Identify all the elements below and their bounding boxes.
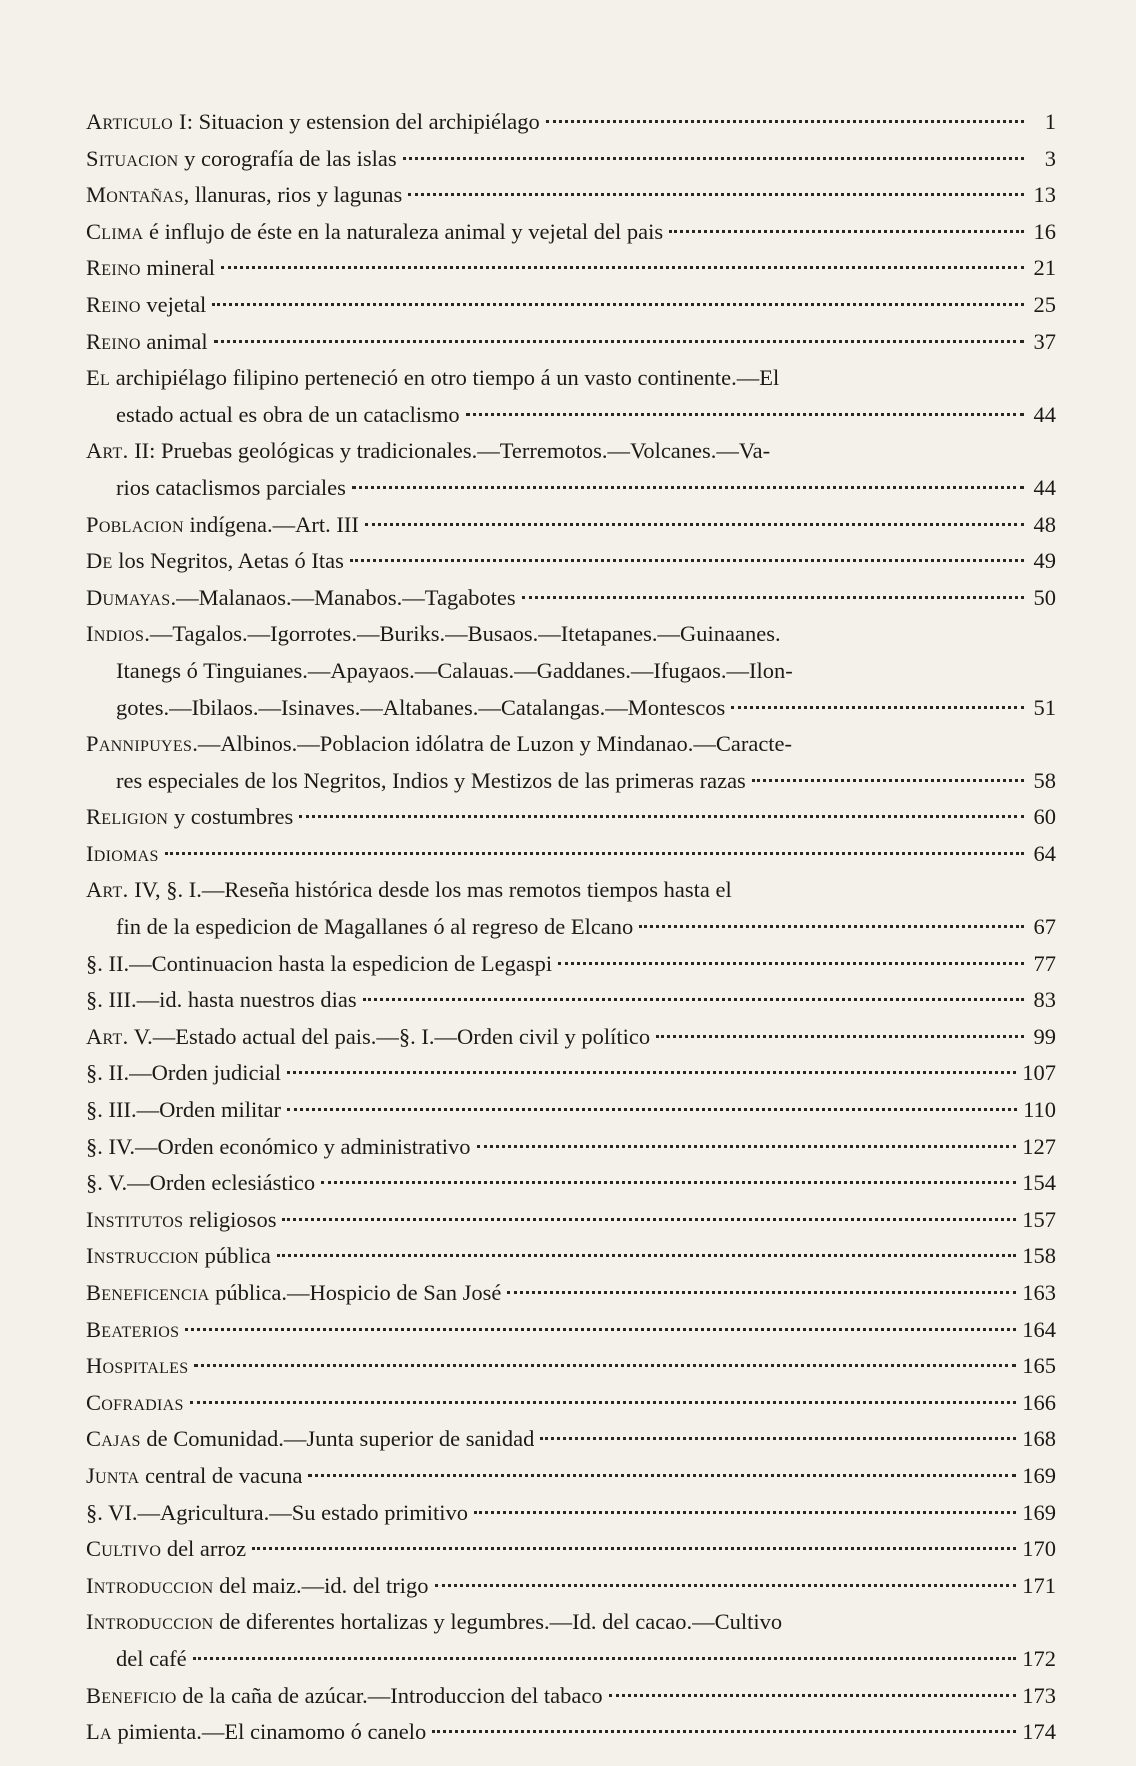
toc-entry-heading: Clima: [86, 218, 144, 244]
toc-entry-continuation: [86, 397, 1056, 434]
toc-entry-title: de Comunidad.—Junta superior de sanidad: [140, 1426, 535, 1452]
toc-entry-line: [86, 982, 1056, 1019]
toc-entry: [86, 433, 1056, 506]
dot-leader: [408, 193, 1024, 196]
toc-entry-title: los Negritos, Aetas ó Itas: [112, 548, 344, 574]
toc-entry-line: [86, 287, 1056, 324]
toc-entry-heading: Art.: [86, 438, 129, 464]
toc-entry-text: [86, 1421, 534, 1458]
toc-entry-title: del arroz: [161, 1536, 247, 1562]
dot-leader: [609, 1694, 1017, 1697]
toc-entry: [86, 324, 1056, 361]
page-number: 50: [1033, 584, 1056, 610]
toc-entry: [86, 1055, 1056, 1092]
dot-leader: [221, 266, 1024, 269]
dot-leader: [477, 1145, 1017, 1148]
toc-entry-text: [86, 1568, 429, 1605]
toc-entry-heading: Beneficio: [86, 1682, 177, 1708]
page-number: 67: [1033, 914, 1056, 940]
toc-entry-text: [86, 1495, 468, 1532]
toc-entry-line: [86, 799, 1056, 836]
toc-entry-text: [86, 104, 540, 141]
toc-entry-line: [86, 1421, 1056, 1458]
toc-entry-text: [86, 1165, 315, 1202]
toc-entry-text: [86, 214, 663, 251]
toc-entry-text: [86, 1092, 281, 1129]
page-number: 173: [1022, 1682, 1056, 1708]
toc-entry-heading: Reino: [86, 291, 141, 317]
dot-leader: [540, 1437, 1016, 1440]
dot-leader: [507, 1291, 1016, 1294]
page-number: 16: [1033, 218, 1056, 244]
toc-entry: [86, 1202, 1056, 1239]
toc-entry-title: .—Malanaos.—Manabos.—Tagabotes: [170, 584, 516, 610]
toc-entry-heading: Introduccion: [86, 1572, 214, 1598]
toc-entry: [86, 1348, 1056, 1385]
toc-entry-text: [86, 799, 293, 836]
toc-entry-line: [86, 1202, 1056, 1239]
toc-entry-heading: Reino: [86, 328, 141, 354]
toc-entry-text: [86, 177, 402, 214]
toc-entry-continuation: [86, 909, 1056, 946]
toc-entry-text: [86, 872, 732, 909]
toc-entry-title: §. III.—id. hasta nuestros dias: [86, 987, 357, 1013]
toc-entry-line: [86, 1312, 1056, 1349]
page-number: 77: [1033, 950, 1056, 976]
toc-entry-title: mineral: [140, 255, 216, 281]
page-number: 107: [1022, 1060, 1056, 1086]
toc-entry-text: [86, 982, 357, 1019]
dot-leader: [639, 925, 1024, 928]
toc-entry-text: [86, 580, 516, 617]
toc-entry-title: religiosos: [183, 1206, 277, 1232]
toc-entry-continuation-text: res especiales de los Negritos, Indios y Mestizos de las primeras razas: [116, 767, 746, 793]
toc-entry-title: .—Albinos.—Poblacion idólatra de Luzon y Mindanao.—Caracte-: [192, 731, 793, 757]
dot-leader: [252, 1547, 1016, 1550]
toc-entry-title: y costumbres: [168, 804, 294, 830]
toc-entry-title: , llanuras, rios y lagunas: [183, 182, 403, 208]
page-number: 99: [1033, 1023, 1056, 1049]
toc-entry-heading: Poblacion: [86, 511, 184, 537]
toc-entry-line: [86, 1129, 1056, 1166]
toc-entry: [86, 1385, 1056, 1422]
toc-entry: [86, 1312, 1056, 1349]
toc-entry-line: [86, 1019, 1056, 1056]
toc-entry-text: [86, 250, 215, 287]
toc-entry-title: é influjo de éste en la naturaleza animal y vejetal del pais: [143, 218, 664, 244]
toc-entry-line: [86, 433, 1056, 470]
page-number: 169: [1022, 1462, 1056, 1488]
page-number: 164: [1022, 1316, 1056, 1342]
dot-leader: [165, 852, 1024, 855]
toc-entry-line: [86, 1678, 1056, 1715]
toc-entry-heading: Art.: [86, 1023, 129, 1049]
dot-leader: [669, 230, 1024, 233]
page-number: 83: [1033, 987, 1056, 1013]
dot-leader: [277, 1254, 1016, 1257]
toc-entry-heading: Art.: [86, 877, 129, 903]
toc-entry-text: [86, 1604, 782, 1641]
dot-leader: [321, 1181, 1016, 1184]
toc-entry: [86, 1458, 1056, 1495]
toc-entry-text: [86, 1348, 188, 1385]
toc-entry-line: [86, 507, 1056, 544]
toc-entry-heading: Beaterios: [86, 1316, 180, 1342]
toc-entry-title: pública: [199, 1243, 271, 1269]
toc-entry: [86, 1714, 1056, 1751]
toc-entry-text: [86, 1531, 246, 1568]
toc-entry-text: [86, 1312, 179, 1349]
dot-leader: [365, 523, 1024, 526]
toc-entry-title: animal: [140, 328, 208, 354]
dot-leader: [287, 1108, 1017, 1111]
toc-entry-line: [86, 1238, 1056, 1275]
toc-entry-title: §. VI.—Agricultura.—Su estado primitivo: [86, 1499, 469, 1525]
toc-entry: [86, 1678, 1056, 1715]
toc-entry-line: [86, 1385, 1056, 1422]
toc-entry-continuation-text: fin de la espedicion de Magallanes ó al regreso de Elcano: [116, 914, 634, 940]
dot-leader: [432, 1730, 1016, 1733]
toc-entry-title: .—Tagalos.—Igorrotes.—Buriks.—Busaos.—Itetapanes.—Guinaanes.: [144, 621, 781, 647]
toc-entry-heading: Montañas: [86, 182, 184, 208]
dot-leader: [731, 706, 1024, 709]
toc-entry-heading: El: [86, 365, 111, 391]
toc-entry-title: vejetal: [140, 291, 207, 317]
page-number: 44: [1033, 474, 1056, 500]
toc-entry: [86, 1275, 1056, 1312]
toc-entry-title: §. V.—Orden eclesiástico: [86, 1170, 316, 1196]
dot-leader: [190, 1401, 1017, 1404]
toc-entry-title: central de vacuna: [139, 1462, 303, 1488]
toc-entry-title: indígena.—Art. III: [183, 511, 359, 537]
toc-entry-line: [86, 177, 1056, 214]
toc-entry-line: [86, 324, 1056, 361]
toc-entry-heading: La: [86, 1719, 112, 1745]
toc-entry-text: [86, 1238, 271, 1275]
dot-leader: [435, 1584, 1017, 1587]
toc-entry-title: de diferentes hortalizas y legumbres.—Id. del cacao.—Cultivo: [213, 1609, 783, 1635]
page-number: 64: [1033, 840, 1056, 866]
page-number: 127: [1022, 1133, 1056, 1159]
dot-leader: [185, 1328, 1016, 1331]
page-number: 21: [1033, 255, 1056, 281]
toc-entry-title: archipiélago filipino perteneció en otro tiempo á un vasto continente.—El: [110, 365, 780, 391]
toc-entry-line: [86, 104, 1056, 141]
toc-entry-heading: Beneficencia: [86, 1280, 210, 1305]
page-number: 1: [1044, 109, 1056, 134]
toc-entry: [86, 1421, 1056, 1458]
toc-entry-heading: Indios: [86, 621, 145, 647]
dot-leader: [212, 303, 1024, 306]
toc-entry: [86, 836, 1056, 873]
toc-entry-heading: Hospitales: [86, 1353, 189, 1379]
toc-entry-heading: Junta: [86, 1462, 140, 1488]
toc-entry-title: y corografía de las islas: [178, 145, 397, 171]
toc-entry: [86, 141, 1056, 178]
toc-entry: [86, 1129, 1056, 1166]
toc-entry-line: [86, 1604, 1056, 1641]
toc-entry: [86, 1604, 1056, 1677]
toc-entry-title: IV, §. I.—Reseña histórica desde los mas remotos tiempos hasta el: [128, 877, 732, 903]
toc-entry-heading: Cultivo: [86, 1536, 162, 1562]
page-number: 60: [1033, 804, 1056, 830]
toc-entry-continuation: [86, 470, 1056, 507]
toc-entry-heading: Cajas: [86, 1426, 141, 1452]
toc-entry-continuation: [86, 1641, 1056, 1678]
page-number: 51: [1033, 694, 1056, 720]
page-number: 165: [1022, 1353, 1056, 1379]
toc-entry-text: [86, 507, 359, 544]
toc-entry-text: [86, 726, 792, 763]
toc-entry-title: §. IV.—Orden económico y administrativo: [86, 1133, 471, 1159]
toc-entry: [86, 1238, 1056, 1275]
toc-entry-title: del maiz.—id. del trigo: [213, 1572, 429, 1598]
dot-leader: [474, 1511, 1016, 1514]
toc-entry: [86, 543, 1056, 580]
toc-entry-continuation: [86, 690, 1056, 727]
toc-entry-text: [86, 141, 397, 178]
dot-leader: [522, 596, 1024, 599]
page-number: 110: [1023, 1097, 1056, 1123]
toc-entry-title: pública.—Hospicio de San José: [209, 1280, 502, 1305]
page-number: 37: [1033, 328, 1056, 354]
page-number: 158: [1022, 1243, 1056, 1269]
dot-leader: [363, 998, 1024, 1001]
toc-entry-text: [86, 1385, 184, 1422]
toc-entry-heading: Religion: [86, 804, 169, 830]
toc-entry-line: [86, 1714, 1056, 1751]
toc-entry-heading: Idiomas: [86, 840, 159, 866]
toc-entry-line: [86, 1568, 1056, 1605]
toc-entry: [86, 360, 1056, 433]
toc-entry: [86, 946, 1056, 983]
toc-entry-title: II: Pruebas geológicas y tradicionales.—Terremotos.—Volcanes.—Va-: [128, 438, 771, 464]
dot-leader: [546, 120, 1024, 123]
toc-entry-title: de la caña de azúcar.—Introduccion del tabaco: [176, 1682, 603, 1708]
toc-entry-line: [86, 214, 1056, 251]
toc-entry-line: [86, 141, 1056, 178]
toc-entry-line: [86, 1495, 1056, 1532]
page-number: 44: [1033, 401, 1056, 427]
toc-entry: [86, 616, 1056, 726]
toc-entry-heading: Institutos: [86, 1206, 184, 1232]
toc-entry-text: [86, 543, 344, 580]
toc-entry: [86, 1568, 1056, 1605]
toc-entry: [86, 177, 1056, 214]
toc-entry-line: [86, 1165, 1056, 1202]
toc-entry-text: [86, 1275, 501, 1312]
toc-entry-line: [86, 1092, 1056, 1129]
toc-entry-text: [86, 1019, 650, 1056]
toc-entry-line: [86, 1531, 1056, 1568]
toc-entry-title: §. II.—Orden judicial: [86, 1060, 281, 1086]
toc-entry-line: [86, 1275, 1056, 1312]
toc-entry-continuation-text: estado actual es obra de un cataclismo: [116, 401, 460, 427]
dot-leader: [466, 413, 1024, 416]
dot-leader: [282, 1218, 1016, 1221]
toc-entry-heading: Reino: [86, 255, 141, 281]
page-number: 58: [1033, 767, 1056, 793]
page-number: 3: [1044, 145, 1056, 171]
toc-entry: [86, 214, 1056, 251]
toc-entry-text: [86, 1714, 426, 1751]
page-number: 171: [1022, 1572, 1056, 1598]
dot-leader: [350, 559, 1024, 562]
dot-leader: [403, 157, 1024, 160]
toc-entry-title: : Situacion y estension del archipiélago: [186, 109, 540, 134]
page-number: 169: [1022, 1499, 1056, 1525]
toc-entry-continuation-text: Itanegs ó Tinguianes.—Apayaos.—Calauas.—Gaddanes.—Ifugaos.—Ilon-: [116, 657, 793, 683]
toc-entry-text: [86, 433, 770, 470]
toc-entry-text: [86, 1129, 471, 1166]
toc-entry-heading: Cofradias: [86, 1389, 184, 1415]
toc-entry-line: [86, 836, 1056, 873]
dot-leader: [299, 815, 1024, 818]
page-number: 25: [1033, 291, 1056, 317]
toc-entry-title: pimienta.—El cinamomo ó canelo: [111, 1719, 427, 1745]
dot-leader: [656, 1035, 1024, 1038]
dot-leader: [193, 1657, 1017, 1660]
toc-entry-heading: De: [86, 548, 113, 574]
toc-entry: [86, 287, 1056, 324]
page-number: 166: [1022, 1389, 1056, 1415]
toc-entry-text: [86, 946, 552, 983]
page-number: 163: [1022, 1280, 1056, 1305]
page-number: 157: [1022, 1206, 1056, 1232]
dot-leader: [752, 779, 1024, 782]
toc-entry: [86, 1165, 1056, 1202]
toc-entry-line: [86, 1458, 1056, 1495]
toc-entry-text: [86, 360, 779, 397]
toc-entry: [86, 1495, 1056, 1532]
toc-entry: [86, 1092, 1056, 1129]
toc-entry-title: §. II.—Continuacion hasta la espedicion de Legaspi: [86, 950, 553, 976]
toc-entry-line: [86, 580, 1056, 617]
toc-entry-heading: Introduccion: [86, 1609, 214, 1635]
toc-entry-text: [86, 836, 159, 873]
toc-entry: [86, 982, 1056, 1019]
page-number: 172: [1022, 1645, 1056, 1671]
toc-entry-heading: Situacion: [86, 145, 179, 171]
toc-entry-heading: Dumayas: [86, 584, 171, 610]
dot-leader: [194, 1364, 1016, 1367]
toc-entry: [86, 104, 1056, 141]
dot-leader: [287, 1071, 1016, 1074]
toc-entry-title: §. III.—Orden militar: [86, 1097, 281, 1123]
toc-entry-text: [86, 287, 206, 324]
toc-entry: [86, 799, 1056, 836]
toc-entry-continuation-text: rios cataclismos parciales: [116, 474, 346, 500]
toc-entry: [86, 580, 1056, 617]
dot-leader: [352, 486, 1024, 489]
dot-leader: [558, 962, 1024, 965]
toc-entry-text: [86, 1055, 281, 1092]
toc-entry: [86, 872, 1056, 945]
toc-entry-text: [86, 1678, 603, 1715]
toc-entry-text: [86, 616, 781, 653]
toc-entry: [86, 250, 1056, 287]
toc-entry-continuation: [86, 653, 1056, 690]
toc-entry-text: [86, 324, 208, 361]
toc-entry-text: [86, 1202, 276, 1239]
toc-entry-continuation: [86, 763, 1056, 800]
page-number: 13: [1033, 182, 1056, 208]
toc-entry-line: [86, 616, 1056, 653]
toc-entry-heading: Instruccion: [86, 1243, 200, 1269]
page-number: 49: [1033, 548, 1056, 574]
toc-entry: [86, 507, 1056, 544]
toc-entry-line: [86, 726, 1056, 763]
toc-entry: [86, 1019, 1056, 1056]
toc-entry-line: [86, 360, 1056, 397]
toc-entry-text: [86, 1458, 302, 1495]
toc-entry-heading: Pannipuyes: [86, 731, 193, 757]
toc-entry-line: [86, 946, 1056, 983]
toc-entry-line: [86, 872, 1056, 909]
page-number: 170: [1022, 1536, 1056, 1562]
toc-entry-heading: Articulo I: [86, 109, 187, 134]
toc-entry: [86, 1531, 1056, 1568]
toc-entry-line: [86, 1055, 1056, 1092]
table-of-contents: [86, 104, 1056, 1751]
toc-entry-line: [86, 1348, 1056, 1385]
page-number: 168: [1022, 1426, 1056, 1452]
page-number: 48: [1033, 511, 1056, 537]
toc-entry-continuation-text: gotes.—Ibilaos.—Isinaves.—Altabanes.—Catalangas.—Montescos: [116, 694, 726, 720]
toc-entry-line: [86, 543, 1056, 580]
toc-entry-continuation-text: del café: [116, 1645, 187, 1671]
page-number: 154: [1022, 1170, 1056, 1196]
dot-leader: [214, 340, 1024, 343]
page-number: 174: [1022, 1719, 1056, 1745]
toc-entry: [86, 726, 1056, 799]
toc-entry-title: V.—Estado actual del pais.—§. I.—Orden civil y político: [128, 1023, 651, 1049]
toc-entry-line: [86, 250, 1056, 287]
dot-leader: [308, 1474, 1016, 1477]
